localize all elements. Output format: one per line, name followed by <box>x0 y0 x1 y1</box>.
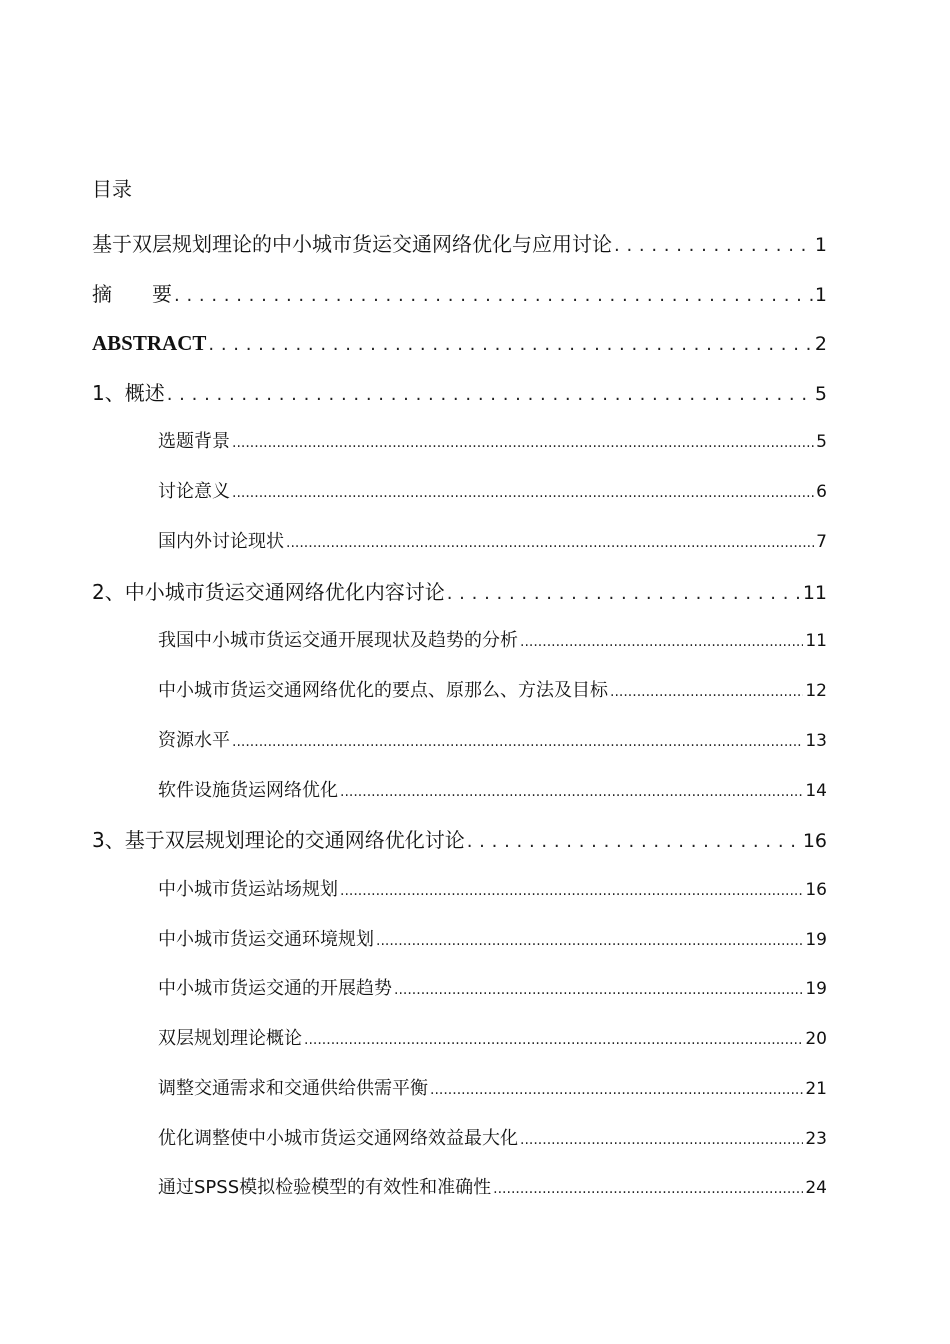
toc-entry-label: 优化调整使中小城市货运交通网络效益最大化 <box>158 1128 518 1149</box>
dot-leader <box>174 282 813 310</box>
dot-leader <box>376 927 803 955</box>
dot-leader <box>340 778 803 806</box>
toc-entry-label: 通过SPSS模拟检验模型的有效性和准确性 <box>158 1177 492 1198</box>
toc-entry[interactable] <box>158 1025 827 1053</box>
toc-entry-label: 3、基于双层规划理论的交通网络优化讨论 <box>92 828 465 852</box>
toc-entry-label: 软件设施货运网络优化 <box>158 780 338 801</box>
toc-entry[interactable] <box>158 777 827 805</box>
toc-entry-page: 11 <box>802 582 827 604</box>
toc-entry[interactable] <box>92 578 827 606</box>
dot-leader <box>232 479 814 507</box>
toc-entry-page: 21 <box>805 1079 827 1099</box>
toc-entry[interactable] <box>158 1075 827 1103</box>
toc-entry-page: 6 <box>816 482 827 502</box>
toc-entry-page: 1 <box>814 234 827 256</box>
toc-entry[interactable] <box>158 727 827 755</box>
toc-entry-label: 中小城市货运站场规划 <box>158 879 338 900</box>
toc-title: 目录 <box>92 177 132 201</box>
dot-leader <box>520 1126 803 1154</box>
dot-leader <box>520 628 803 656</box>
toc-entry-page: 5 <box>816 432 827 452</box>
dot-leader <box>304 1026 803 1054</box>
dot-leader <box>430 1076 803 1104</box>
dot-leader <box>232 728 803 756</box>
toc-entry[interactable] <box>158 1125 827 1153</box>
toc-entry-label: 基于双层规划理论的中小城市货运交通网络优化与应用讨论 <box>92 232 612 256</box>
toc-entry-label: 2、中小城市货运交通网络优化内容讨论 <box>92 580 445 604</box>
dot-leader <box>467 828 801 856</box>
toc-entry[interactable] <box>158 478 827 506</box>
toc-entry-label: 1、概述 <box>92 381 165 405</box>
toc-entry-page: 7 <box>816 532 827 552</box>
toc-entry-label: 资源水平 <box>158 730 230 751</box>
toc-entry[interactable] <box>92 230 827 258</box>
toc-entry[interactable] <box>158 677 827 705</box>
toc-entry-label: 中小城市货运交通环境规划 <box>158 929 374 950</box>
toc-entry-label: 国内外讨论现状 <box>158 531 284 552</box>
toc-entry-page: 12 <box>805 681 827 701</box>
dot-leader <box>286 529 814 557</box>
toc-entry-page: 16 <box>802 830 827 852</box>
toc-entry-page: 14 <box>805 781 827 801</box>
dot-leader <box>340 877 803 905</box>
dot-leader <box>167 381 813 409</box>
toc-entry[interactable] <box>158 975 827 1003</box>
toc-entry-page: 2 <box>814 333 827 355</box>
toc-entry-label: ABSTRACT <box>92 331 207 355</box>
toc-entry-page: 11 <box>805 631 827 651</box>
toc-entry-page: 16 <box>805 880 827 900</box>
toc-entry-page: 20 <box>805 1029 827 1049</box>
dot-leader <box>232 429 814 457</box>
toc-entry[interactable] <box>92 379 827 407</box>
dot-leader <box>447 580 801 608</box>
toc-entry-page: 5 <box>814 383 827 405</box>
dot-leader <box>493 1175 803 1203</box>
dot-leader <box>614 232 813 260</box>
toc-entry-page: 19 <box>805 979 827 999</box>
toc-entry-page: 19 <box>805 930 827 950</box>
toc-entry-label: 选题背景 <box>158 431 230 452</box>
toc-entry-label: 我国中小城市货运交通开展现状及趋势的分析 <box>158 630 518 651</box>
toc-entry-page: 1 <box>814 284 827 306</box>
toc-entry[interactable] <box>158 528 827 556</box>
toc-entry-label: 中小城市货运交通网络优化的要点、原那么、方法及目标 <box>158 680 608 701</box>
toc-entry[interactable] <box>158 627 827 655</box>
dot-leader <box>208 331 813 359</box>
toc-entry[interactable] <box>158 1174 827 1202</box>
toc-entry-page: 24 <box>805 1178 827 1198</box>
toc-entry[interactable] <box>158 926 827 954</box>
toc-entry[interactable] <box>92 280 827 308</box>
toc-entry-label: 讨论意义 <box>158 481 230 502</box>
toc-entry-label: 中小城市货运交通的开展趋势 <box>158 978 392 999</box>
toc-entry[interactable] <box>92 826 827 854</box>
toc-entry-label: 调整交通需求和交通供给供需平衡 <box>158 1078 428 1099</box>
dot-leader <box>394 976 803 1004</box>
toc-entry-page: 13 <box>805 731 827 751</box>
toc-entry-label: 双层规划理论概论 <box>158 1028 302 1049</box>
dot-leader <box>610 678 803 706</box>
toc-entry-label: 摘 要 <box>92 282 172 306</box>
toc-entry[interactable] <box>158 428 827 456</box>
toc-entry[interactable] <box>158 876 827 904</box>
toc-entry[interactable] <box>92 329 827 357</box>
toc-entry-page: 23 <box>805 1129 827 1149</box>
